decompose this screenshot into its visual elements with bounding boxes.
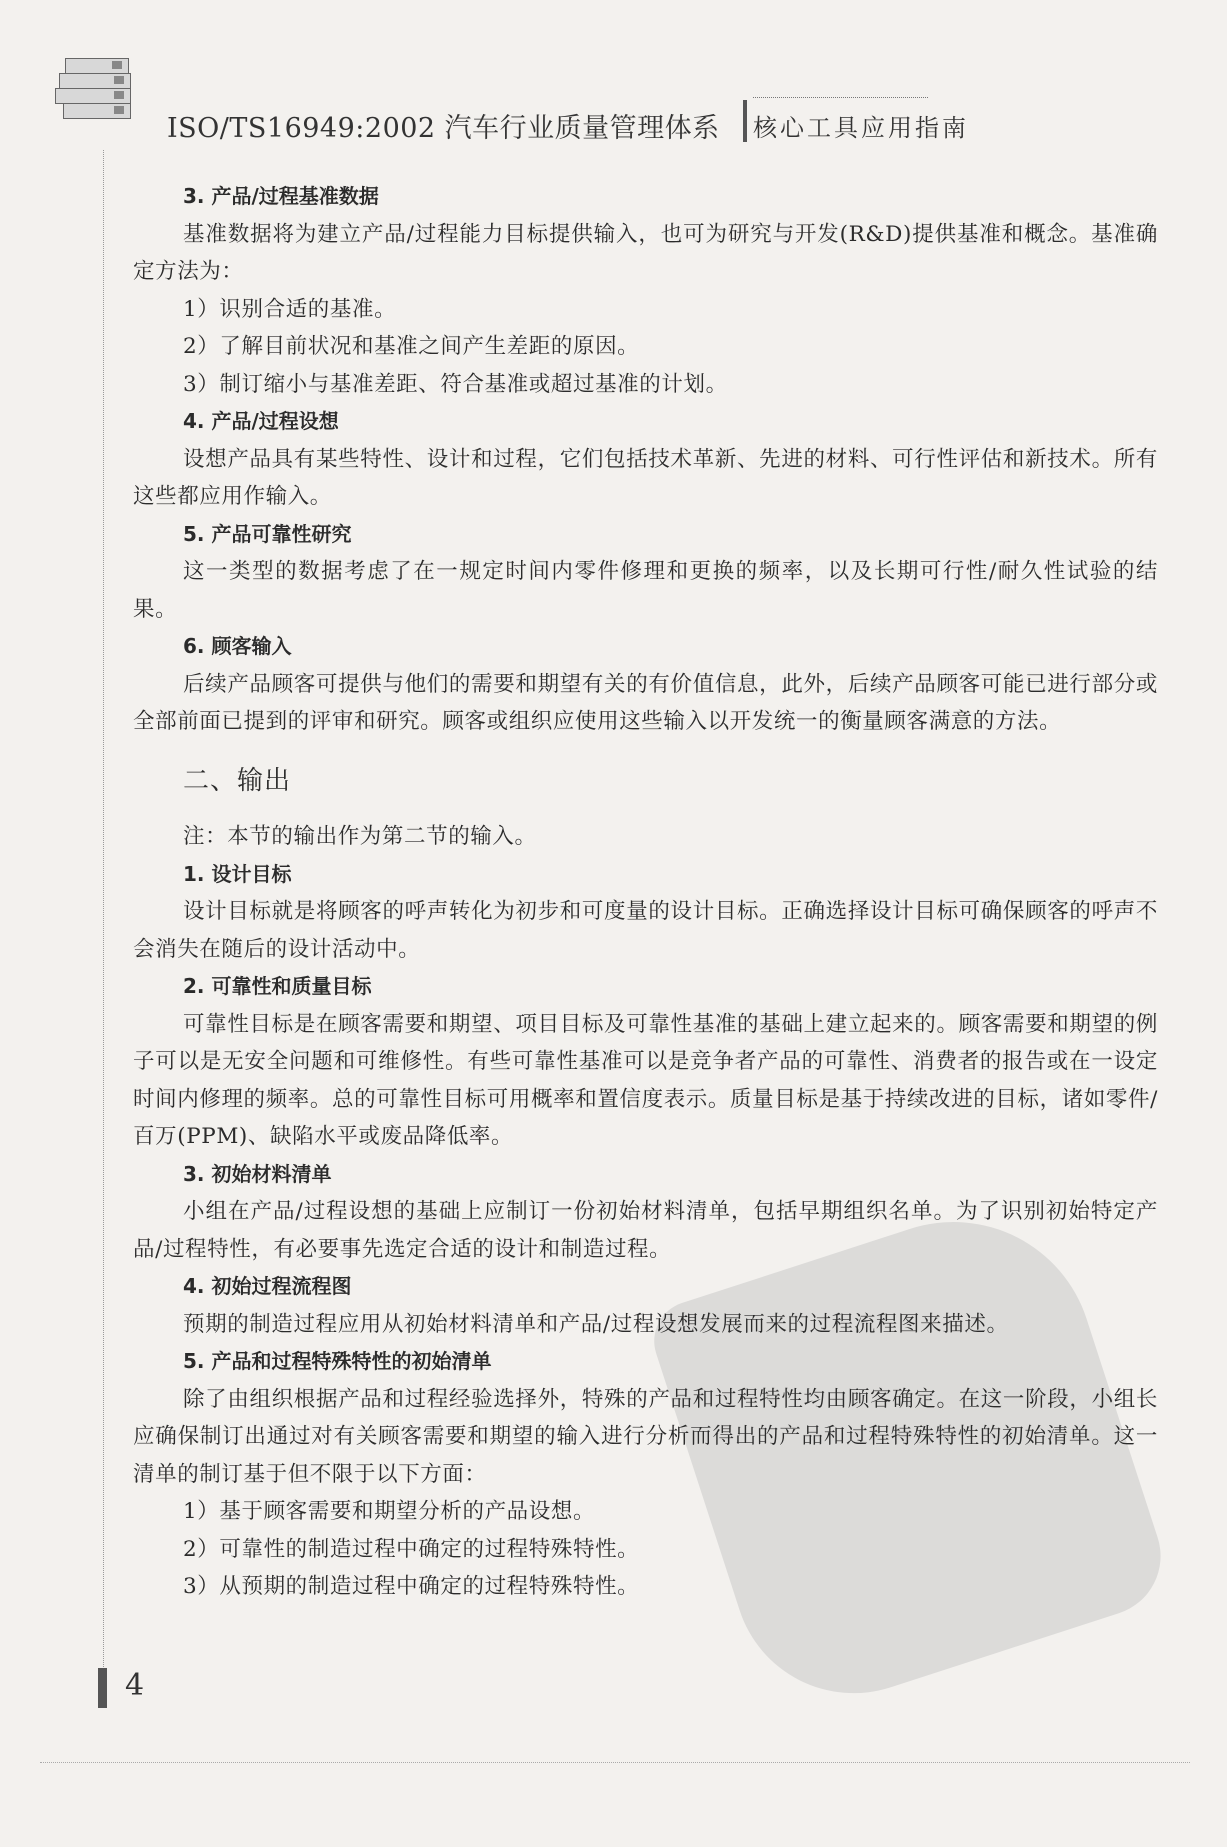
paragraph: 可靠性目标是在顾客需要和期望、项目目标及可靠性基准的基础上建立起来的。顾客需要和期望的例子可以是无安全问题和可维修性。有些可靠性基准可以是竞争者产品的可靠性、消费者的报告或在一设定时间内修理的频率。总的可靠性目标可用概率和置信度表示。质量目标是基于持续改进的目标，诸如零件/百万(PPM)、缺陷水平或废品降低率。: [133, 1011, 1158, 1149]
paragraph: 基准数据将为建立产品/过程能力目标提供输入，也可为研究与开发(R&D)提供基准和概念。基准确定方法为：: [133, 221, 1158, 284]
section-heading: 6. 顾客输入: [183, 634, 292, 658]
page-number-bar: [98, 1668, 107, 1708]
header-separator: [743, 100, 747, 142]
section-heading: 5. 产品可靠性研究: [183, 521, 352, 546]
section-heading: 2. 可靠性和质量目标: [183, 974, 372, 998]
section-heading: 1. 设计目标: [183, 861, 292, 886]
paragraph: 这一类型的数据考虑了在一规定时间内零件修理和更换的频率，以及长期可行性/耐久性试验的结果。: [133, 559, 1158, 622]
section-heading: 5. 产品和过程特殊特性的初始清单: [183, 1349, 492, 1373]
list-item: 1）识别合适的基准。: [183, 296, 397, 322]
chapter-heading: 二、输出: [183, 765, 292, 796]
margin-rule: [103, 150, 104, 1675]
list-item: 1）基于顾客需要和期望分析的产品设想。: [183, 1499, 596, 1524]
list-item: 3）制订缩小与基准差距、符合基准或超过基准的计划。: [183, 371, 728, 397]
page-header: [55, 52, 969, 152]
header-divider: [753, 97, 928, 98]
section-heading: 4. 初始过程流程图: [183, 1274, 352, 1298]
section-heading: 3. 初始材料清单: [183, 1161, 332, 1186]
list-item: 2）可靠性的制造过程中确定的过程特殊特性。: [183, 1536, 640, 1562]
page-number: 4: [125, 1668, 145, 1703]
paragraph: 设计目标就是将顾客的呼声转化为初步和可度量的设计目标。正确选择设计目标可确保顾客的呼声不会消失在随后的设计活动中。: [133, 899, 1158, 962]
note: 注：本节的输出作为第二节的输入。: [183, 824, 537, 849]
paragraph: 设想产品具有某些特性、设计和过程，它们包括技术革新、先进的材料、可行性评估和新技术。所有这些都应用作输入。: [133, 446, 1158, 509]
list-item: 3）从预期的制造过程中确定的过程特殊特性。: [183, 1574, 640, 1599]
section-heading: 4. 产品/过程设想: [183, 409, 339, 433]
bottom-rule: [40, 1762, 1190, 1763]
list-item: 2）了解目前状况和基准之间产生差距的原因。: [183, 334, 640, 359]
paragraph: 后续产品顾客可提供与他们的需要和期望有关的有价值信息，此外，后续产品顾客可能已进行部分或全部前面已提到的评审和研究。顾客或组织应使用这些输入以开发统一的衡量顾客满意的方法。: [133, 671, 1158, 734]
section-heading: 3. 产品/过程基准数据: [183, 184, 379, 208]
header-title: ISO/TS16949:2002 汽车行业质量管理体系: [167, 113, 720, 144]
body-text: [133, 178, 1158, 1606]
paragraph: 预期的制造过程应用从初始材料清单和产品/过程设想发展而来的过程流程图来描述。: [183, 1311, 1009, 1337]
paragraph: 除了由组织根据产品和过程经验选择外，特殊的产品和过程特性均由顾客确定。在这一阶段，小组长应确保制订出通过对有关顾客需要和期望的输入进行分析而得出的产品和过程特殊特性的初始清单。这一清单的制订基于但不限于以下方面：: [133, 1386, 1158, 1487]
paragraph: 小组在产品/过程设想的基础上应制订一份初始材料清单，包括早期组织名单。为了识别初始特定产品/过程特性，有必要事先选定合适的设计和制造过程。: [133, 1199, 1158, 1262]
book-stack-icon: [55, 58, 145, 128]
header-subtitle: 核心工具应用指南: [753, 114, 969, 142]
